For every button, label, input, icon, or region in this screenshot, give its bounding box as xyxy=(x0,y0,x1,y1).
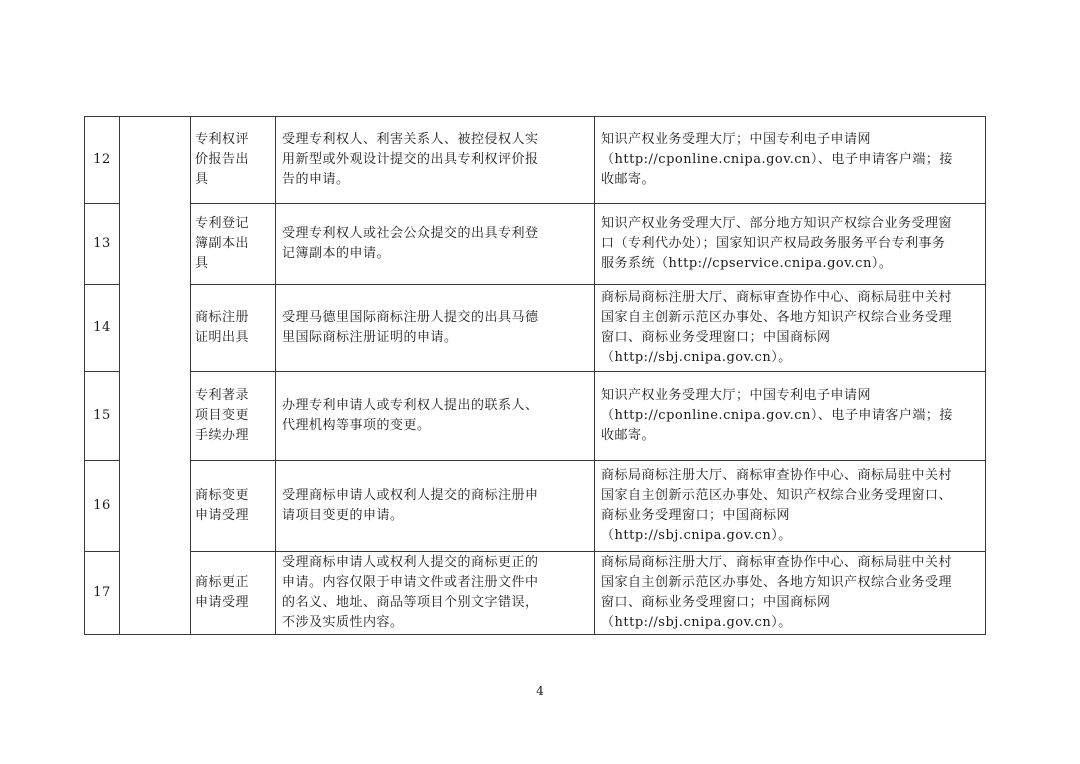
condition-text: 受理马德里国际商标注册人提交的出具马德 里国际商标注册证明的申请。 xyxy=(282,310,539,345)
row-number: 13 xyxy=(85,204,120,285)
category-cell xyxy=(120,117,191,635)
item-name: 商标更正 申请受理 xyxy=(195,575,250,610)
channel-text: 知识产权业务受理大厅、部分地方知识产权综合业务受理窗 口（专利代办处）；国家知识产权局政务服务平台专利事务 服务系统（http://cpservice.cnipa.gov.cn）。 xyxy=(601,216,953,271)
row-number: 16 xyxy=(85,461,120,552)
row-number: 17 xyxy=(85,552,120,635)
condition-text: 受理商标申请人或权利人提交的商标更正的 申请。内容仅限于申请文件或者注册文件中 的名义、地址、商品等项目个别文字错误， 不涉及实质性内容。 xyxy=(282,555,539,630)
row-number: 15 xyxy=(85,372,120,461)
table-row xyxy=(85,461,986,552)
row-number: 14 xyxy=(85,285,120,372)
services-table xyxy=(84,116,986,635)
page-number: 4 xyxy=(536,684,544,698)
channel-text: 商标局商标注册大厅、商标审查协作中心、商标局驻中关村 国家自主创新示范区办事处、各地方知识产权综合业务受理 窗口、商标业务受理窗口；中国商标网 （http://sbj.cnipa.gov.cn）。 xyxy=(601,555,953,630)
channel-text: 知识产权业务受理大厅；中国专利电子申请网 （http://cponline.cnipa.gov.cn）、电子申请客户端；接 收邮寄。 xyxy=(601,388,953,443)
condition-text: 受理专利权人或社会公众提交的出具专利登 记簿副本的申请。 xyxy=(282,226,539,261)
item-name: 商标变更 申请受理 xyxy=(195,488,250,523)
condition-text: 受理专利权人、利害关系人、被控侵权人实 用新型或外观设计提交的出具专利权评价报 告的申请。 xyxy=(282,132,539,187)
item-name: 商标注册 证明出具 xyxy=(195,310,250,345)
table-row xyxy=(85,372,986,461)
channel-text: 商标局商标注册大厅、商标审查协作中心、商标局驻中关村 国家自主创新示范区办事处、知识产权综合业务受理窗口、 商标业务受理窗口；中国商标网 （http://sbj.cnipa.gov.cn）。 xyxy=(601,468,953,543)
channel-text: 知识产权业务受理大厅；中国专利电子申请网 （http://cponline.cnipa.gov.cn）、电子申请客户端；接 收邮寄。 xyxy=(601,132,953,187)
item-name: 专利权评 价报告出 具 xyxy=(195,132,250,187)
channel-text: 商标局商标注册大厅、商标审查协作中心、商标局驻中关村 国家自主创新示范区办事处、各地方知识产权综合业务受理 窗口、商标业务受理窗口；中国商标网 （http://sbj.cnipa.gov.cn）。 xyxy=(601,290,953,365)
condition-text: 受理商标申请人或权利人提交的商标注册申 请项目变更的申请。 xyxy=(282,488,539,523)
item-name: 专利登记 簿副本出 具 xyxy=(195,216,250,271)
table-row xyxy=(85,117,986,204)
condition-text: 办理专利申请人或专利权人提出的联系人、 代理机构等事项的变更。 xyxy=(282,398,539,433)
row-number: 12 xyxy=(85,117,120,204)
table-row xyxy=(85,285,986,372)
table-row xyxy=(85,204,986,285)
item-name: 专利著录 项目变更 手续办理 xyxy=(195,388,250,443)
table-row xyxy=(85,552,986,635)
